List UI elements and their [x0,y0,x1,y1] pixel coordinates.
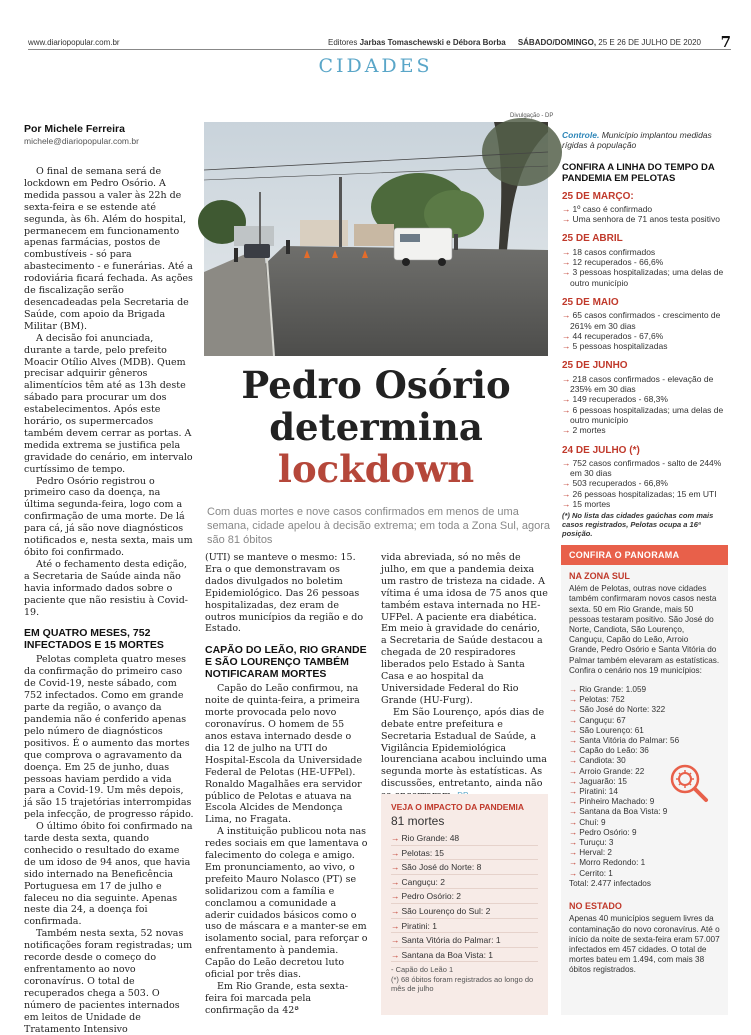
timeline-item: → 3 pessoas hospitalizadas; uma delas de outro município [562,267,724,288]
arrow-right-icon: → [569,838,578,848]
arrow-right-icon: → [391,847,400,858]
impact-item: → Pelotas: 15 [391,846,538,861]
city-item: → Arroio Grande: 22 [569,766,645,776]
editors-line: Editores Jarbas Tomaschewski e Débora Borba [328,38,506,47]
arrow-right-icon: → [562,330,571,341]
article-paragraph: A decisão foi anunciada, durante a tarde, pelo prefeito Moacir Otílio Alves (MDB). Quem precisar adquirir gêneros alimentícios têm até as 13h deste sábado para procurar um dos estabelecimentos. Após este horário, os supermercados também devem cerrar as portas. A medida extrema se justifica pela gravidade do cenário, em intervalo curtíssimo de tempo. [24,332,193,475]
cities-total: Total: 2.477 infectados [569,878,651,888]
article-paragraph: Até o fechamento desta edição, a Secretaria de Saúde ainda não havia informado dados sobre o paciente que não resistiu à Covid-19. [24,558,188,618]
impact-box [381,794,548,1015]
timeline-item: → 218 casos confirmados - elevação de 235% em 30 dias [562,373,714,395]
arrow-right-icon: → [569,776,578,786]
timeline-date: 25 DE JUNHO [562,360,628,372]
impact-list [381,831,548,962]
arrow-right-icon: → [391,935,400,946]
arrow-right-icon: → [569,858,578,868]
arrow-right-icon: → [569,746,578,756]
city-item: → São Lourenço: 61 [569,725,644,735]
article-paragraph: vida abreviada, só no mês de julho, em que a pandemia deixa um rastro de tristeza na cidade. A vítima é uma idosa de 75 anos que também estava internada no HE-UFPel. A paciente era diabética. Em meio à gravidade do cenário, a Secretaria de Saúde destacou a chegada de 20 respiradores liberados pelo Estado à Santa Casa e ao hospital da Universidade Federal do Rio Grande (HU-Furg). [381,552,548,706]
arrow-right-icon: → [562,394,571,405]
headline-line-1: Pedro Osório [241,363,511,407]
timeline-item: → 5 pessoas hospitalizadas [562,341,668,352]
timeline-item: → 149 recuperados - 68,3% [562,394,668,405]
timeline-item: → 6 pessoas hospitalizadas; uma delas de outro município [562,404,724,425]
impact-item: → Piratini: 1 [391,919,538,934]
panorama-title: CONFIRA O PANORAMA [561,545,728,565]
arrow-right-icon: → [391,949,400,960]
city-item: → Santa Vitória do Palmar: 56 [569,736,680,746]
article-paragraph: Em São Lourenço, após dias de debate entre prefeitura e Secretaria Estadual de Saúde, a Vigilância Epidemiológica lourenciana acabou incluindo uma segunda morte às estatísticas. As discussões, entretanto, ainda não [381,707,548,802]
section-title: CIDADES [318,55,433,77]
virus-magnifier-icon [667,761,711,805]
timeline-item: → 752 casos confirmados - salto de 244% em 30 dias [562,457,722,479]
city-item: → Herval: 2 [569,848,612,858]
city-item: → Candiota: 30 [569,756,626,766]
impact-item: → Rio Grande: 48 [391,831,538,846]
article-paragraph: O final de semana será de lockdown em Pedro Osório. A medida passou a valer às 22h de sexta-feira e se estende até segunda, às 6h. Além do hospital, permanecem em funcionamento apenas farmácias, postos de combustíveis - só para abastecimento - e funerárias. Até a rodoviária ficará fechada. As ações de fiscalização serão desencadeadas pela Secretaria de Saúde, com apoio da Brigada Militar (BM). [24,166,193,332]
timeline-item: → 12 recuperados - 66,6% [562,257,664,268]
arrow-right-icon: → [562,488,571,499]
article-paragraph: Também nesta sexta, 52 novas notificações foram registradas; um recorde desde o começo do enfrentamento ao novo coronavírus. O total de recuperados chega a 503. O número de pacientes internados em leitos de Unidade de Tratamento Intensivo [24,928,193,1035]
arrow-right-icon: → [562,203,571,214]
arrow-right-icon: → [569,705,578,715]
author-email[interactable]: michele@diariopopular.com.br [24,136,139,146]
estado-title: NO ESTADO [569,901,622,912]
street-checkpoint-photo [204,122,548,356]
timeline-item: → Uma senhora de 71 anos testa positivo [562,214,720,225]
arrow-right-icon: → [391,920,400,931]
city-item: → Cerrito: 1 [569,868,613,878]
timeline-item: → 65 casos confirmados - crescimento de 261% em 30 dias [562,310,721,331]
timeline-title: CONFIRA A LINHA DO TEMPO DA PANDEMIA EM PELOTAS [562,161,715,184]
article-column-1 [24,166,194,1035]
arrow-right-icon: → [562,246,571,257]
timeline-date: 24 DE JULHO (*) [562,444,640,456]
page-number: 7 [720,33,731,51]
panorama-body [561,565,728,982]
arrow-right-icon: → [562,478,571,489]
impact-item: → Santa Vitória do Palmar: 1 [391,933,538,948]
arrow-right-icon: → [569,797,578,807]
arrow-right-icon: → [562,310,571,321]
subheading: EM QUATRO MESES, 752 INFECTADOS E 15 MORTES [24,627,164,652]
byline [24,123,199,146]
city-item: → Morro Redondo: 1 [569,858,646,868]
arrow-right-icon: → [562,341,571,352]
arrow-right-icon: → [569,868,578,878]
zona-sul-title: NA ZONA SUL [569,571,630,581]
panorama-box [561,545,728,1015]
arrow-right-icon: → [569,787,578,797]
standfirst: Com duas mortes e nove casos confirmados em menos de uma semana, cidade apelou à decisão extrema; em toda a Zona Sul, agora são 81 óbitos [207,506,551,546]
photo-illustration [204,122,548,356]
arrow-right-icon: → [569,817,578,827]
timeline-item: → 503 recuperados - 66,8% [562,478,668,489]
city-item: → Chuí: 9 [569,817,606,827]
city-item: → Rio Grande: 1.059 [569,685,647,695]
headline-line-3: lockdown [277,447,475,491]
article-paragraph: A instituição publicou nota nas redes sociais em que lamentava o falecimento do colega e amigo. Em pronunciamento, ao vivo, o prefeito Mauro Nolasco (PT) se solidarizou com a família e conclamou a comunidade a aderir cuidados básicos como o uso de máscara e a manter-se em isolamento social, para reforçar o enfrentamento à pandemia. Capão do Leão decretou luto oficial por três dias. [205,826,368,981]
impact-item: → Santana da Boa Vista: 1 [391,948,538,963]
arrow-right-icon: → [562,267,571,278]
city-item: → Turuçu: 3 [569,838,614,848]
headline [204,364,548,490]
estado-text: Apenas 40 municípios seguem livres da contaminação do novo coronavírus. Até o início da noite de sexta-feira eram 57.007 infectados em 457 cidades. O total de mortes bateu em 1.494, com mais 38 óbitos registrados. [569,914,720,975]
arrow-right-icon: → [569,756,578,766]
edition-date: SÁBADO/DOMINGO, 25 E 26 DE JULHO DE 2020 [517,38,701,47]
timeline-date: 25 DE ABRIL [562,233,623,245]
impact-total: 81 mortes [391,814,445,828]
article-column-3 [381,552,548,802]
article-paragraph: O último óbito foi confirmado na tarde desta sexta, quando conhecido o resultado do exame de um idoso de 94 anos, que havia sido internado na Beneficência Portuguesa em 17 de julho e faleceu no dia seguinte. Apenas neste dia 24, a doença foi confirmada. [24,821,193,928]
timeline-item: → 26 pessoas hospitalizadas; 15 em UTI [562,488,717,499]
article-paragraph: Capão do Leão confirmou, na noite de quinta-feira, a primeira morte provocada pelo novo coronavírus. O homem de 55 anos estava internado desde o dia 12 de julho na UTI do Hospital-Escola da Universidade Federal de Pelotas (HE-UFPel). Ronaldo Magalhães era servidor público de Pelotas e atuava na Escola Alcides de Mendonça Lima, no Fragata. [205,683,363,826]
impact-title: VEJA O IMPACTO DA PANDEMIA [391,802,525,812]
zona-sul-text: Além de Pelotas, outras nove cidades também confirmaram novos casos nesta sexta. 50 em Rio Grande, mais 50 pessoas testaram positivo. São José do Norte, Candiota, São Lourenço, Canguçu, Capão do Leão, Arroio Grande, Pedro Osório e Santa Vitória do Palmar também elevaram as estatísticas. Confira o cenário nos 19 municípios: [569,584,720,675]
arrow-right-icon: → [562,499,571,510]
arrow-right-icon: → [569,725,578,735]
photo-caption: Controle. Município implantou medidas rígidas à população [562,130,712,151]
city-item: → Canguçu: 67 [569,715,626,725]
arrow-right-icon: → [562,425,571,436]
city-item: → Piratini: 14 [569,787,618,797]
article-column-2 [205,552,368,1017]
arrow-right-icon: → [391,862,400,873]
impact-note: (*) 68 óbitos foram registrados ao longo do mês de julho [391,974,534,994]
city-item: → Pedro Osório: 9 [569,827,637,837]
page-header [28,33,731,51]
arrow-right-icon: → [391,891,400,902]
article-paragraph: Pedro Osório registrou o primeiro caso da doença, na última segunda-feira, logo com a confirmação de uma morte. De lá para cá, já são nove diagnósticos notificados e, nesta sexta, mais um óbito foi confirmado. [24,475,193,558]
city-item: → Pelotas: 752 [569,695,625,705]
arrow-right-icon: → [562,257,571,268]
timeline-item: → 18 casos confirmados [562,246,656,257]
arrow-right-icon: → [562,214,571,225]
timeline-date: 25 DE MARÇO: [562,190,634,202]
site-url[interactable]: www.diariopopular.com.br [28,38,120,47]
photo-credit: Divulgação - DP [510,113,554,119]
impact-last-item: - Capão do Leão 1 [391,965,454,975]
timeline-sidebar [562,130,732,538]
headline-line-2: determina [269,405,483,449]
arrow-right-icon: → [569,695,578,705]
arrow-right-icon: → [562,404,571,415]
timeline-note: (*) No lista das cidades gaúchas com mais casos registrados, Pelotas ocupa a 16ª posição. [562,511,714,539]
article-paragraph: (UTI) se manteve o mesmo: 15. Era o que demonstravam os dados divulgados no boletim Epidemiológico. Das 26 pessoas hospitalizadas, dez eram de outros municípios da região e do Estado. [205,552,364,635]
arrow-right-icon: → [391,833,400,843]
timeline-item: → 1º caso é confirmado [562,203,653,214]
subheading: CAPÃO DO LEÃO, RIO GRANDE E SÃO LOURENÇO TAMBÉM NOTIFICARAM MORTES [205,644,367,681]
timeline-date: 25 DE MAIO [562,296,619,308]
arrow-right-icon: → [391,876,400,887]
impact-footnote [381,962,548,994]
city-item: → Santana da Boa Vista: 9 [569,807,668,817]
timeline-list [562,192,732,510]
arrow-right-icon: → [569,766,578,776]
arrow-right-icon: → [569,715,578,725]
impact-item: → Canguçu: 2 [391,875,538,890]
arrow-right-icon: → [569,736,578,746]
city-item: → São José do Norte: 322 [569,705,666,715]
timeline-item: → 2 mortes [562,425,606,436]
timeline-item: → 15 mortes [562,499,611,510]
city-item: → Pinheiro Machado: 9 [569,797,655,807]
arrow-right-icon: → [569,807,578,817]
city-item: → Capão do Leão: 36 [569,746,649,756]
arrow-right-icon: → [569,685,578,695]
header-rule [28,49,731,50]
article-paragraph: Pelotas completa quatro meses da confirmação do primeiro caso de Covid-19, neste sábado, com 752 infectados. Como em grande parte da região, o avanço da pandemia não é conferido apenas pelo número de diagnósticos positivos. É o aumento das mortes que comprova o agravamento da doença. Em 25 de junho, duas pessoas haviam perdido a vida para a Covid-19. Um mês depois, já são 15 trajetórias interrompidas pela infecção, de progresso rápido. [24,654,194,821]
arrow-right-icon: → [391,905,400,916]
impact-item: → São Lourenço do Sul: 2 [391,904,538,919]
author-name: Por Michele Ferreira [24,123,125,135]
city-item: → Jaguarão: 15 [569,776,627,786]
article-paragraph: Em Rio Grande, esta sexta-feira foi marcada pela confirmação da 42ª [205,981,349,1016]
arrow-right-icon: → [562,457,571,468]
arrow-right-icon: → [569,827,578,837]
timeline-item: → 44 recuperados - 67,6% [562,330,664,341]
arrow-right-icon: → [569,848,578,858]
arrow-right-icon: → [562,373,571,384]
impact-item: → Pedro Osório: 2 [391,889,538,904]
impact-item: → São José do Norte: 8 [391,860,538,875]
